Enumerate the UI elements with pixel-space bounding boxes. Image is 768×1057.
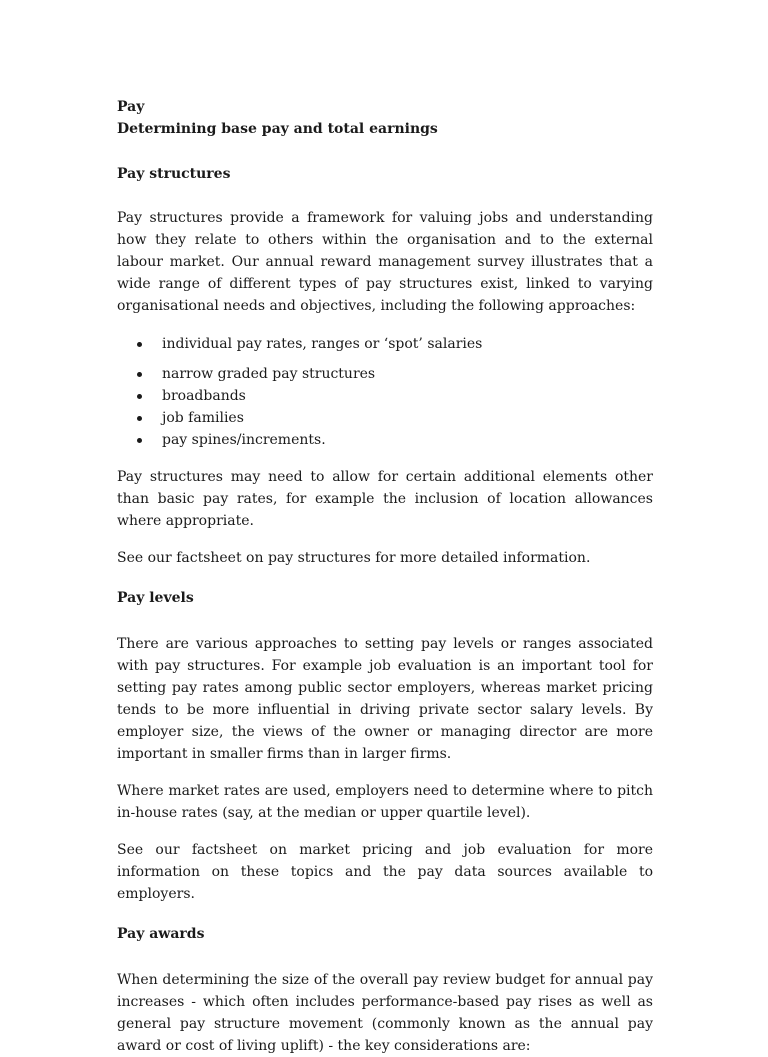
list-item — [117, 407, 653, 429]
list-item-text: broadbands — [162, 388, 246, 404]
section-heading-pay-levels: Pay levels — [117, 590, 194, 606]
document-body — [117, 96, 653, 1057]
list-item — [117, 333, 653, 355]
bullet-icon — [137, 416, 142, 421]
list-item — [117, 429, 653, 451]
list-item-text: job families — [162, 410, 244, 426]
document-title: Pay — [117, 99, 145, 115]
pay-structure-approaches-list — [117, 333, 653, 451]
bullet-icon — [137, 342, 142, 347]
bullet-icon — [137, 394, 142, 399]
list-item-text: pay spines/increments. — [162, 432, 326, 448]
bullet-icon — [137, 372, 142, 377]
pay-levels-para-3: See our factsheet on market pricing and job evaluation for more information on these topics and the pay data sources available to employers. — [117, 842, 653, 902]
pay-structures-intro: Pay structures provide a framework for valuing jobs and understanding how they relate to others within the organisation and to the external labour market. Our annual reward management survey illustrates that a wide range of different types of pay structures exist, linked to varying organisational needs and objectives, including the following approaches: — [117, 210, 653, 314]
pay-structures-para-3: See our factsheet on pay structures for more detailed information. — [117, 550, 591, 566]
list-item-text: individual pay rates, ranges or ‘spot’ salaries — [162, 336, 483, 352]
list-item — [117, 363, 653, 385]
list-item — [117, 385, 653, 407]
pay-levels-para-2: Where market rates are used, employers need to determine where to pitch in-house rates (say, at the median or upper quartile level). — [117, 783, 653, 821]
list-item-text: narrow graded pay structures — [162, 366, 376, 382]
pay-structures-para-2: Pay structures may need to allow for certain additional elements other than basic pay rates, for example the inclusion of location allowances where appropriate. — [117, 469, 653, 529]
pay-awards-para-1: When determining the size of the overall pay review budget for annual pay increases - which often includes performance-based pay rises as well as general pay structure movement (commonly known as the annual pay award or cost of living uplift) - the key considerations are: — [117, 972, 653, 1054]
section-heading-pay-awards: Pay awards — [117, 926, 205, 942]
section-heading-pay-structures: Pay structures — [117, 166, 231, 182]
document-subtitle: Determining base pay and total earnings — [117, 121, 438, 137]
pay-levels-para-1: There are various approaches to setting pay levels or ranges associated with pay structures. For example job evaluation is an important tool for setting pay rates among public sector employers, whereas market pricing tends to be more influential in driving private sector salary levels. By employer size, the views of the owner or managing director are more important in smaller firms than in larger firms. — [117, 636, 653, 762]
bullet-icon — [137, 438, 142, 443]
